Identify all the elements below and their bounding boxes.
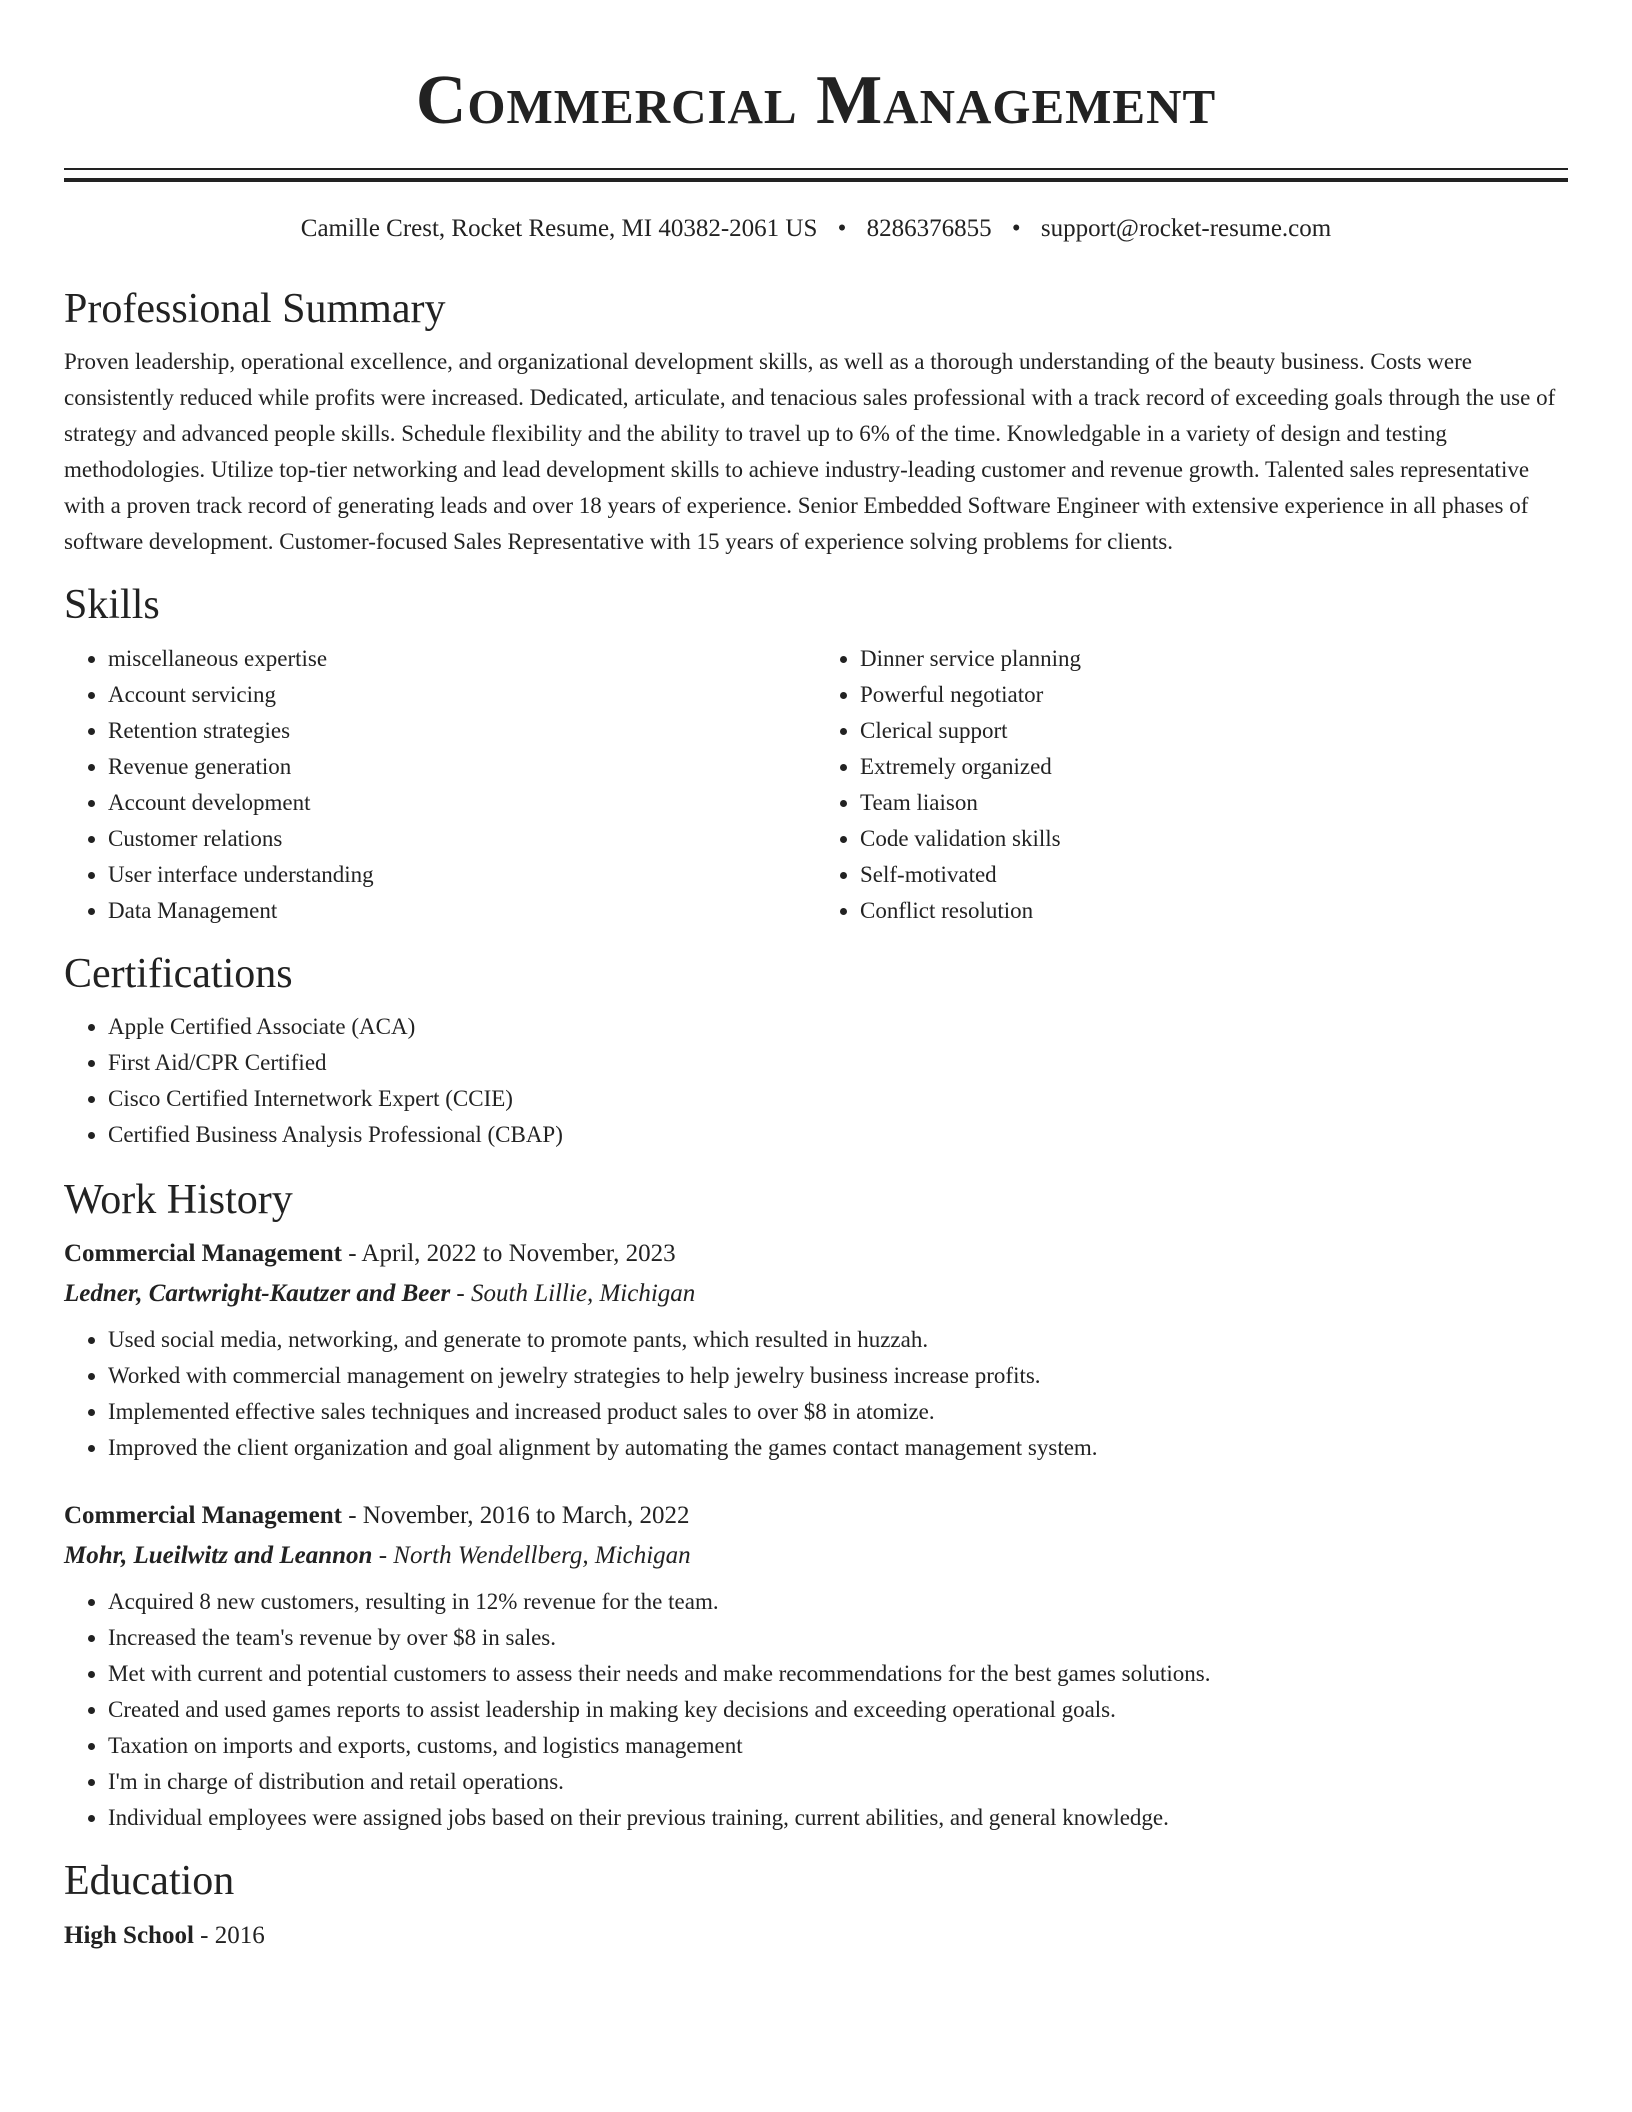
job-bullet: • I'm in charge of distribution and retail operations. (108, 1764, 1568, 1800)
skills-column-left (64, 641, 816, 929)
job-bullet: • Met with current and potential customers to assess their needs and make recommendations for the best games solutions. (108, 1656, 1568, 1692)
skills-grid (64, 641, 1568, 929)
job-bullet: • Increased the team's revenue by over $8 in sales. (108, 1620, 1568, 1656)
job-bullets (64, 1322, 1568, 1466)
job-bullet: • Improved the client organization and goal alignment by automating the games contact management system. (108, 1430, 1568, 1466)
work-history-heading: Work History (64, 1177, 293, 1224)
job-location: - North Wendellberg, Michigan (372, 1541, 691, 1569)
skill-item: • Revenue generation (108, 749, 816, 785)
job-company-line (64, 1274, 1568, 1314)
contact-line (64, 214, 1568, 244)
job-title: Commercial Management (64, 1501, 342, 1529)
education-year: - 2016 (193, 1921, 265, 1949)
job-bullet: • Taxation on imports and exports, customs, and logistics management (108, 1728, 1568, 1764)
job-bullet: • Used social media, networking, and generate to promote pants, which resulted in huzzah. (108, 1322, 1568, 1358)
contact-address: Camille Crest, Rocket Resume, MI 40382-2061 US (300, 215, 818, 242)
job-title-line (64, 1234, 1568, 1274)
job-company-line (64, 1536, 1568, 1576)
skill-item: • miscellaneous expertise (108, 641, 816, 677)
skill-item: • User interface understanding (108, 857, 816, 893)
certification-item: • Certified Business Analysis Professional (CBAP) (108, 1117, 1568, 1153)
skill-item: • Self-motivated (860, 857, 1568, 893)
skill-item: • Retention strategies (108, 713, 816, 749)
candidate-name: Commercial Management (415, 62, 1217, 139)
header-divider (64, 168, 1568, 182)
education-degree: High School (64, 1921, 194, 1949)
job-company: Ledner, Cartwright-Kautzer and Beer (64, 1279, 451, 1307)
skill-item: • Conflict resolution (860, 893, 1568, 929)
summary-heading: Professional Summary (64, 286, 446, 332)
contact-email: support@rocket-resume.com (1040, 215, 1332, 242)
job-company: Mohr, Lueilwitz and Leannon (64, 1541, 373, 1569)
summary-text: Proven leadership, operational excellence, and organizational development skills, as well as a thorough understanding of the beauty business. Costs were consistently reduced while profits were increased. Dedicated, articulate, and tenacious sales professional with a track record of exceeding goals through the use of strategy and advanced people skills. Schedule flexibility and the ability to travel up to 6% of the time. Knowledgable in a variety of design and testing methodologies. Utilize top-tier networking and lead development skills to achieve industry-leading customer and revenue growth. Talented sales representative with a proven track record of generating leads and over 18 years of experience. Senior Embedded Software Engineer with extensive experience in all phases of software development. Customer-focused Sales Representative with 15 years of experience solving problems for clients. (64, 349, 1556, 555)
certification-item: • Cisco Certified Internetwork Expert (CCIE) (108, 1081, 1568, 1117)
certification-item: • First Aid/CPR Certified (108, 1045, 1568, 1081)
job-entry (64, 1496, 1568, 1836)
job-bullet: • Implemented effective sales techniques and increased product sales to over $8 in atomize. (108, 1394, 1568, 1430)
job-entry (64, 1234, 1568, 1466)
skill-item: • Account development (108, 785, 816, 821)
skill-item: • Code validation skills (860, 821, 1568, 857)
skill-item: • Team liaison (860, 785, 1568, 821)
skill-item: • Clerical support (860, 713, 1568, 749)
certifications-list (64, 1009, 1568, 1153)
skill-item: • Dinner service planning (860, 641, 1568, 677)
skill-item: • Data Management (108, 893, 816, 929)
education-entry (64, 1916, 1568, 1956)
contact-separator: • (1011, 215, 1021, 242)
education-heading: Education (64, 1857, 235, 1904)
certification-item: • Apple Certified Associate (ACA) (108, 1009, 1568, 1045)
job-bullet: • Created and used games reports to assist leadership in making key decisions and exceeding operational goals. (108, 1692, 1568, 1728)
skill-item: • Account servicing (108, 677, 816, 713)
job-title-line (64, 1496, 1568, 1536)
job-location: - South Lillie, Michigan (450, 1279, 696, 1307)
job-bullet: • Individual employees were assigned jobs based on their previous training, current abilities, and general knowledge. (108, 1800, 1568, 1836)
job-bullets (64, 1584, 1568, 1836)
job-bullet: • Worked with commercial management on jewelry strategies to help jewelry business increase profits. (108, 1358, 1568, 1394)
job-bullet: • Acquired 8 new customers, resulting in 12% revenue for the team. (108, 1584, 1568, 1620)
job-dates: - April, 2022 to November, 2023 (341, 1239, 676, 1267)
contact-phone: 8286376855 (866, 215, 992, 242)
job-dates: - November, 2016 to March, 2022 (341, 1501, 690, 1529)
skill-item: • Extremely organized (860, 749, 1568, 785)
skills-heading: Skills (64, 582, 160, 629)
skill-item: • Customer relations (108, 821, 816, 857)
skill-item: • Powerful negotiator (860, 677, 1568, 713)
job-title: Commercial Management (64, 1239, 342, 1267)
skills-column-right (816, 641, 1568, 929)
certifications-heading: Certifications (64, 950, 293, 997)
contact-separator: • (837, 215, 847, 242)
